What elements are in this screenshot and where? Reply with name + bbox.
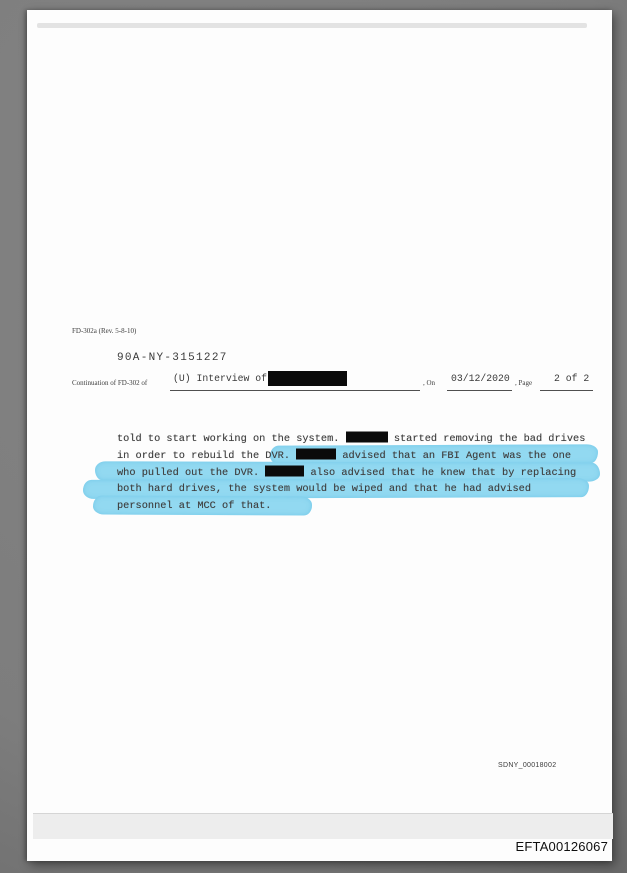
redaction-bar [265,466,304,477]
redaction-bar [268,371,347,386]
redaction-bar [296,449,336,460]
page-number-value: 2 of 2 [554,373,590,384]
body-text-segment: in order to rebuild the DVR. [117,450,297,462]
on-label: , On [423,379,436,387]
page-label: , Page [515,379,533,387]
document-page [27,10,612,861]
name-field-underline [170,390,420,391]
body-text-segment: started removing the bad drives [387,433,586,445]
case-number: 90A-NY-3151227 [117,352,228,364]
body-text-segment: who pulled out the DVR. [117,467,266,479]
body-paragraph [117,430,585,515]
body-line [117,430,585,447]
interview-date-value: 03/12/2020 [451,373,510,384]
bates-number: EFTA00126067 [515,839,608,854]
date-field-underline [447,390,512,391]
body-text-segment: told to start working on the system. [117,433,346,445]
continuation-label: Continuation of FD-302 of [72,379,148,387]
body-line [117,464,585,481]
scan-top-edge-artifact [37,23,587,28]
body-text-segment: both hard drives, the system would be wiped and that he had advised [117,483,532,495]
body-text-segment: personnel at MCC of that. [117,500,272,512]
production-stamp: SDNY_00018002 [498,762,557,769]
form-revision-label: FD-302a (Rev. 5-8-10) [72,327,137,335]
page-field-underline [540,390,593,391]
redaction-bar [346,432,388,443]
body-line [117,447,585,464]
body-line [117,498,585,515]
body-line [117,481,585,498]
body-text-segment: advised that an FBI Agent was the one [336,450,572,462]
body-text-segment: also advised that he knew that by replacing [304,467,577,479]
interview-of-field: (U) Interview of [173,373,268,384]
scan-bottom-edge-artifact [33,813,613,839]
